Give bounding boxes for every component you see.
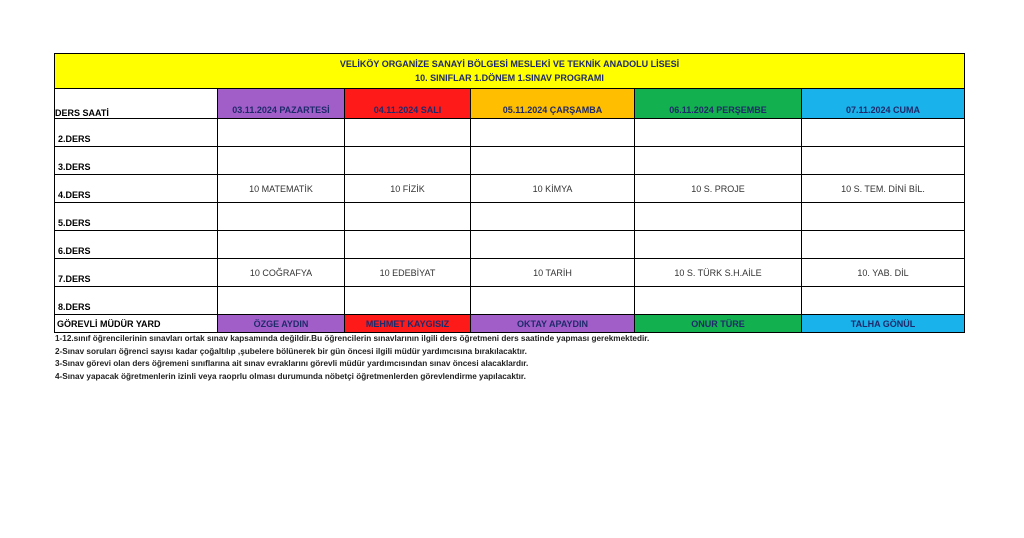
- lesson-hour-label: 5.DERS: [55, 203, 218, 231]
- exam-cell: [802, 119, 965, 147]
- exam-schedule-table: [54, 53, 965, 333]
- lesson-row: [55, 147, 965, 175]
- exam-cell: [802, 287, 965, 315]
- lesson-hour-label: 7.DERS: [55, 259, 218, 287]
- day-header-friday: 07.11.2024 CUMA: [802, 89, 965, 119]
- exam-cell: 10 KİMYA: [471, 175, 635, 203]
- exam-cell: 10 S. TÜRK S.H.AİLE: [635, 259, 802, 287]
- exam-cell: [471, 287, 635, 315]
- exam-cell: [345, 147, 471, 175]
- day-header-wednesday: 05.11.2024 ÇARŞAMBA: [471, 89, 635, 119]
- exam-cell: 10 FİZİK: [345, 175, 471, 203]
- exam-cell: [635, 203, 802, 231]
- day-header-tuesday: 04.11.2024 SALI: [345, 89, 471, 119]
- lesson-hour-header: DERS SAATİ: [55, 89, 218, 119]
- exam-cell: [218, 147, 345, 175]
- exam-cell: [802, 203, 965, 231]
- exam-cell: 10 MATEMATİK: [218, 175, 345, 203]
- school-name: VELİKÖY ORGANİZE SANAYİ BÖLGESİ MESLEKİ VE TEKNİK ANADOLU LİSESİ: [339, 59, 680, 69]
- note-item: 4-Sınav yapacak öğretmenlerin izinli veya raoprlu olması durumunda nöbetçi öğretmenlerden görevlendirme yapılacaktır.: [55, 371, 526, 381]
- note-item: 1-12.sınıf öğrencilerinin sınavları ortak sınav kapsamında değildir.Bu öğrencilerin sınavlarının ilgili ders öğretmeni ders saatinde yapması gerekmektedir.: [55, 334, 650, 343]
- schedule-title: [55, 54, 965, 89]
- duty-assistant-wednesday: OKTAY APAYDIN: [471, 315, 635, 333]
- exam-cell: [471, 147, 635, 175]
- exam-cell: 10. YAB. DİL: [802, 259, 965, 287]
- lesson-hour-label: 2.DERS: [55, 119, 218, 147]
- exam-cell: [471, 203, 635, 231]
- exam-cell: [635, 287, 802, 315]
- exam-cell: [635, 147, 802, 175]
- exam-cell: [218, 203, 345, 231]
- exam-cell: [345, 119, 471, 147]
- note-item: 3-Sınav görevi olan ders öğremeni sınıflarına ait sınav evraklarını görevli müdür yardımcısından sınav öncesi alacaklardır.: [55, 359, 529, 368]
- exam-cell: [345, 203, 471, 231]
- duty-assistant-monday: ÖZGE AYDIN: [218, 315, 345, 333]
- duty-label: GÖREVLİ MÜDÜR YARD: [55, 315, 218, 333]
- header-row: [55, 89, 965, 119]
- lesson-hour-label: 8.DERS: [55, 287, 218, 315]
- day-header-thursday: 06.11.2024 PERŞEMBE: [635, 89, 802, 119]
- exam-cell: [218, 287, 345, 315]
- exam-cell: [218, 231, 345, 259]
- exam-cell: [471, 119, 635, 147]
- lesson-row: [55, 119, 965, 147]
- lesson-row: [55, 287, 965, 315]
- note-item: 2-Sınav soruları öğrenci sayısı kadar çoğaltılıp ,şubelere bölünerek bir gün öncesi ilgili müdür yardımcısına bırakılacaktır.: [55, 346, 527, 356]
- lesson-hour-label: 4.DERS: [55, 175, 218, 203]
- exam-cell: 10 S. PROJE: [635, 175, 802, 203]
- exam-cell: [345, 231, 471, 259]
- duty-row: [55, 315, 965, 333]
- lesson-hour-label: 3.DERS: [55, 147, 218, 175]
- exam-cell: [218, 119, 345, 147]
- day-header-monday: 03.11.2024 PAZARTESİ: [218, 89, 345, 119]
- exam-cell: [471, 231, 635, 259]
- lesson-row: [55, 203, 965, 231]
- program-name: 10. SINIFLAR 1.DÖNEM 1.SINAV PROGRAMI: [415, 73, 604, 83]
- exam-cell: 10 S. TEM. DİNİ BİL.: [802, 175, 965, 203]
- exam-cell: 10 COĞRAFYA: [218, 259, 345, 287]
- lesson-row: [55, 175, 965, 203]
- lesson-row: [55, 231, 965, 259]
- lesson-hour-label: 6.DERS: [55, 231, 218, 259]
- exam-cell: [802, 231, 965, 259]
- lesson-row: [55, 259, 965, 287]
- exam-cell: [635, 119, 802, 147]
- exam-cell: [802, 147, 965, 175]
- exam-cell: 10 TARİH: [471, 259, 635, 287]
- exam-cell: [635, 231, 802, 259]
- exam-cell: 10 EDEBİYAT: [345, 259, 471, 287]
- notes-section: [55, 333, 649, 383]
- duty-assistant-tuesday: MEHMET KAYGISIZ: [345, 315, 471, 333]
- exam-cell: [345, 287, 471, 315]
- duty-assistant-friday: TALHA GÖNÜL: [802, 315, 965, 333]
- duty-assistant-thursday: ONUR TÜRE: [635, 315, 802, 333]
